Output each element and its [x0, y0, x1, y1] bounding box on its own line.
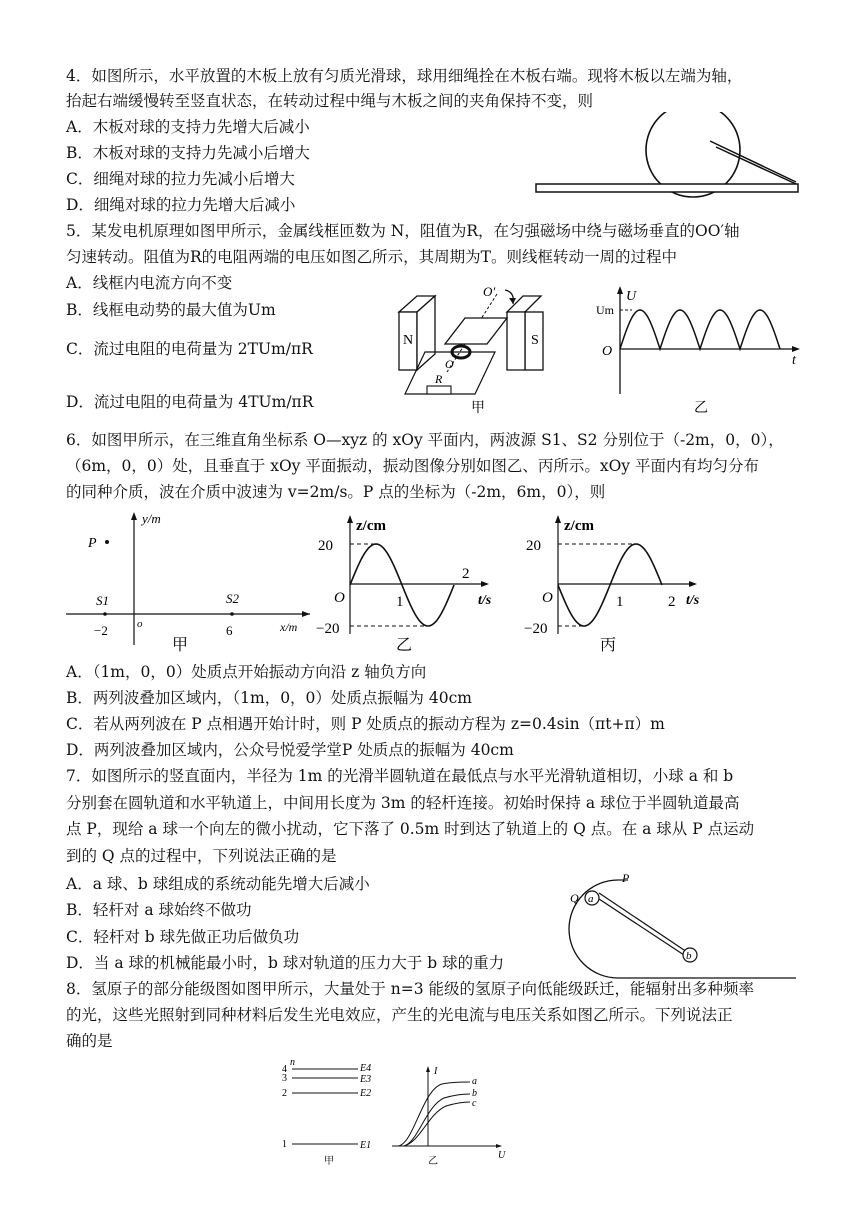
q5-option-d: D．流过电阻的电荷量为 4TUm/πR [66, 393, 314, 411]
q7-ball-a: a [588, 893, 594, 905]
q8-figure-jia-energy-levels [278, 1056, 388, 1168]
q8-e1: E1 [360, 1140, 372, 1151]
q6-figure-jia-coordinates [60, 505, 310, 655]
q5-label-o: O [445, 357, 454, 371]
q8-figure-yi-photocurrent [388, 1062, 508, 1170]
q6-yi-tick-1: 1 [396, 594, 404, 610]
q8-level-3: 3 [282, 1073, 287, 1084]
q5-axis-t: t [792, 353, 796, 368]
q8-curve-b: b [472, 1088, 477, 1099]
q8-e2: E2 [360, 1088, 372, 1099]
q7-label-q: Q [570, 891, 579, 905]
q6-option-b: B．两列波叠加区域内，（1m，0，0）处质点振幅为 40cm [66, 689, 472, 707]
q5-figure-jia-generator [395, 282, 575, 417]
q6-bing-tick-1: 1 [616, 594, 624, 610]
q8-level-4: 4 [282, 1064, 287, 1075]
q6-label-s1: S1 [96, 593, 109, 608]
q8-stem-line3: 确的是 [66, 1032, 113, 1050]
q5-stem-line1: 5．某发电机原理如图甲所示，金属线框匝数为 N，阻值为R，在匀强磁场中绕与磁场垂直的OO′轴 [66, 222, 740, 240]
q5-label-n: N [403, 333, 414, 348]
q7-figure-track [560, 868, 800, 980]
q6-caption-jia: 甲 [172, 637, 189, 654]
q5-label-s: S [531, 333, 539, 348]
q5-label-o-prime: O′ [483, 284, 496, 299]
q4-stem-line1: 4．如图所示，水平放置的木板上放有匀质光滑球，球用细绳拴在木板右端。现将木板以左端为轴， [66, 67, 743, 85]
q5-caption-yi: 乙 [694, 401, 708, 416]
q8-e3: E3 [360, 1074, 372, 1085]
q8-stem-line1: 8．氢原子的部分能级图如图甲所示，大量处于 n=3 能级的氢原子向低能级跃迁，能辐射出多种频率 [66, 980, 755, 998]
q6-bing-origin: O [542, 590, 553, 606]
q6-axis-x: x/m [280, 620, 298, 634]
q6-caption-yi: 乙 [396, 637, 413, 654]
q5-label-um: Um [596, 303, 614, 317]
q8-caption-yi: 乙 [428, 1156, 438, 1167]
q6-tick-6: 6 [226, 623, 233, 638]
q7-option-b: B．轻杆对 a 球始终不做功 [66, 901, 252, 919]
q6-yi-tick-2: 2 [462, 566, 470, 582]
q7-stem-line4: 到的 Q 点的过程中，下列说法正确的是 [66, 847, 337, 865]
q5-origin: O [602, 344, 613, 359]
q8-e4: E4 [360, 1063, 372, 1074]
q6-bing-axis-z: z/cm [564, 518, 594, 534]
q6-tick-minus2: −2 [94, 623, 108, 638]
q6-caption-bing: 丙 [600, 637, 617, 654]
q5-option-b: B．线框电动势的最大值为Um [66, 301, 276, 319]
q4-option-c: C．细绳对球的拉力先减小后增大 [66, 170, 295, 188]
q7-option-c: C．轻杆对 b 球先做正功后做负功 [66, 928, 300, 946]
q6-bing-tick-20: 20 [526, 538, 541, 554]
q6-label-p: P [88, 536, 97, 551]
q8-level-1: 1 [282, 1139, 287, 1150]
q5-option-a: A．线框内电流方向不变 [66, 274, 233, 292]
q8-axis-i: I [434, 1066, 438, 1077]
q4-option-b: B．木板对球的支持力先减小后增大 [66, 144, 310, 162]
q6-origin-o: o [137, 618, 143, 630]
q4-option-d: D．细绳对球的拉力先增大后减小 [66, 196, 296, 214]
q8-curve-c: c [472, 1098, 477, 1109]
q7-option-d: D．当 a 球的机械能最小时，b 球对轨道的压力大于 b 球的重力 [66, 954, 505, 972]
q6-axis-y: y/m [142, 511, 161, 526]
q8-axis-u: U [498, 1150, 506, 1161]
q7-stem-line1: 7．如图所示的竖直面内，半径为 1m 的光滑半圆轨道在最低点与水平光滑轨道相切，小球 a 和 b [66, 767, 734, 785]
q6-bing-tick-neg20: −20 [524, 621, 548, 637]
q6-stem-line3: 的同种介质，波在介质中波速为 v=2m/s。P 点的坐标为（-2m，6m，0），则 [66, 483, 606, 501]
q4-option-a: A．木板对球的支持力先增大后减小 [66, 118, 310, 136]
q8-caption-jia: 甲 [324, 1156, 334, 1167]
q4-figure-board-ball [530, 112, 805, 200]
q8-curve-a: a [472, 1076, 477, 1087]
q7-option-a: A．a 球、b 球组成的系统动能先增大后减小 [66, 875, 370, 893]
q6-yi-axis-z: z/cm [356, 518, 386, 534]
q6-label-s2: S2 [226, 591, 239, 606]
q7-label-p: P [622, 871, 630, 885]
q8-label-n: n [290, 1057, 295, 1068]
q6-figure-bing-vibration [520, 510, 715, 658]
q6-bing-tick-2: 2 [668, 594, 676, 610]
q6-yi-axis-t: t/s [478, 593, 492, 608]
q4-stem-line2: 抬起右端缓慢转至竖直状态，在转动过程中绳与木板之间的夹角保持不变，则 [66, 92, 594, 110]
q5-caption-jia: 甲 [471, 401, 485, 416]
q5-figure-yi-voltage [590, 282, 810, 417]
q6-bing-axis-t: t/s [686, 593, 700, 608]
q6-yi-tick-neg20: −20 [316, 621, 340, 637]
q5-stem-line2: 匀速转动。阻值为R的电阻两端的电压如图乙所示，其周期为T。则线框转动一周的过程中 [66, 248, 678, 266]
q6-yi-tick-20: 20 [318, 538, 333, 554]
q7-ball-b: b [686, 950, 692, 962]
q6-option-d: D．两列波叠加区域内，公众号悦爱学堂P 处质点的振幅为 40cm [66, 741, 514, 759]
q5-axis-u: U [626, 289, 637, 304]
q7-stem-line3: 点 P，现给 a 球一个向左的微小扰动，它下落了 0.5m 时到达了轨道上的 Q 点。在 a 球从 P 点运动 [66, 820, 755, 838]
q6-option-c: C．若从两列波在 P 点相遇开始计时，则 P 处质点的振动方程为 z=0.4sin（πt+π）m [66, 715, 665, 733]
q8-level-2: 2 [282, 1088, 287, 1099]
q6-option-a: A．（1m，0，0）处质点开始振动方向沿 z 轴负方向 [66, 663, 427, 681]
q5-label-r: R [435, 372, 443, 386]
q6-stem-line1: 6．如图甲所示，在三维直角坐标系 O—xyz 的 xOy 平面内，两波源 S1、S2 分别位于（-2m，0，0）， [66, 431, 784, 449]
q8-stem-line2: 的光，这些光照射到同种材料后发生光电效应，产生的光电流与电压关系如图乙所示。下列说法正 [66, 1006, 733, 1024]
q6-figure-yi-vibration [312, 510, 507, 658]
q5-option-c: C．流过电阻的电荷量为 2TUm/πR [66, 340, 313, 358]
q6-stem-line2: （6m，0，0）处，且垂直于 xOy 平面振动，振动图像分别如图乙、丙所示。xOy 平面内有均匀分布 [66, 457, 759, 475]
q6-yi-origin: O [334, 590, 345, 606]
q7-stem-line2: 分别套在圆轨道和水平轨道上，中间用长度为 3m 的轻杆连接。初始时保持 a 球位于半圆轨道最高 [66, 794, 740, 812]
